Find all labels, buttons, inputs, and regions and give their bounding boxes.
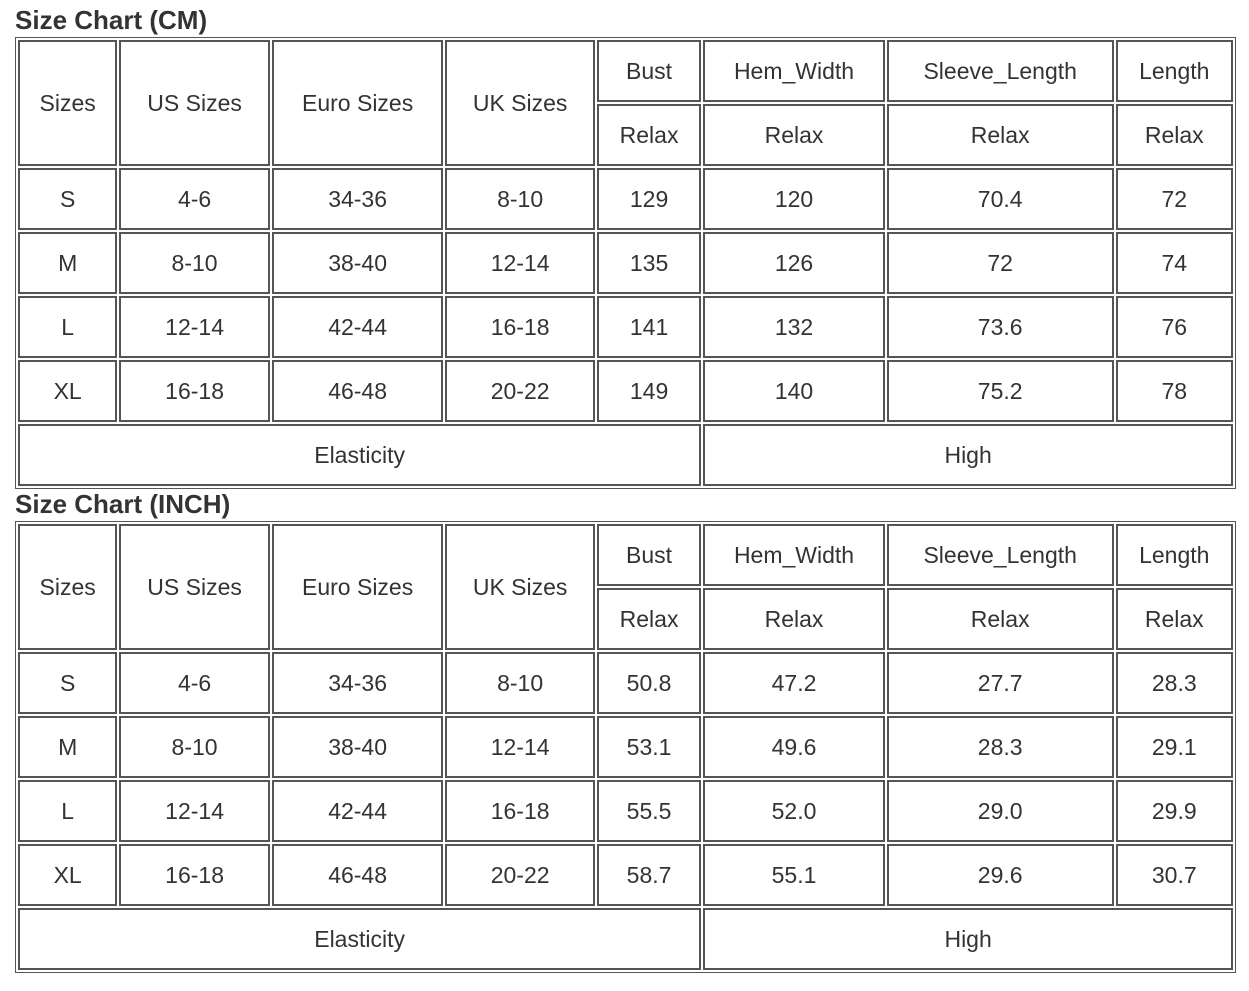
header-hem-width: Hem_Width xyxy=(703,524,885,586)
cell-size: L xyxy=(18,296,117,358)
table-footer-row xyxy=(18,424,1233,486)
cell-uk-size: 12-14 xyxy=(445,232,594,294)
cell-length: 76 xyxy=(1116,296,1233,358)
cell-euro-size: 34-36 xyxy=(272,168,444,230)
header-length: Length xyxy=(1116,524,1233,586)
chart-title: Size Chart (INCH) xyxy=(15,489,231,519)
cell-us-size: 16-18 xyxy=(119,844,270,906)
cell-length: 29.9 xyxy=(1116,780,1233,842)
cell-hem-width: 52.0 xyxy=(703,780,885,842)
cell-us-size: 4-6 xyxy=(119,652,270,714)
cell-hem-width: 132 xyxy=(703,296,885,358)
header-sleeve-length: Sleeve_Length xyxy=(887,40,1114,102)
header-bust: Bust xyxy=(597,40,701,102)
cell-uk-size: 20-22 xyxy=(445,844,594,906)
cell-hem-width: 47.2 xyxy=(703,652,885,714)
cell-hem-width: 55.1 xyxy=(703,844,885,906)
cell-euro-size: 46-48 xyxy=(272,844,444,906)
cell-size: M xyxy=(18,232,117,294)
cell-uk-size: 8-10 xyxy=(445,168,594,230)
size-chart-cm xyxy=(15,0,1236,489)
subheader-bust: Relax xyxy=(597,588,701,650)
cell-sleeve-length: 75.2 xyxy=(887,360,1114,422)
subheader-sleeve-length: Relax xyxy=(887,104,1114,166)
cell-length: 74 xyxy=(1116,232,1233,294)
cell-us-size: 8-10 xyxy=(119,232,270,294)
cell-bust: 135 xyxy=(597,232,701,294)
cell-us-size: 16-18 xyxy=(119,360,270,422)
cell-size: M xyxy=(18,716,117,778)
header-sizes: Sizes xyxy=(18,524,117,650)
cell-hem-width: 140 xyxy=(703,360,885,422)
header-sleeve-length: Sleeve_Length xyxy=(887,524,1114,586)
cell-length: 72 xyxy=(1116,168,1233,230)
table-row xyxy=(18,844,1233,906)
header-uk-sizes: UK Sizes xyxy=(445,524,594,650)
cell-size: XL xyxy=(18,844,117,906)
table-row xyxy=(18,232,1233,294)
cell-euro-size: 42-44 xyxy=(272,780,444,842)
cell-uk-size: 8-10 xyxy=(445,652,594,714)
table-header-row xyxy=(18,524,1233,586)
elasticity-value: High xyxy=(703,908,1233,970)
cell-size: L xyxy=(18,780,117,842)
subheader-sleeve-length: Relax xyxy=(887,588,1114,650)
cell-us-size: 4-6 xyxy=(119,168,270,230)
cell-euro-size: 46-48 xyxy=(272,360,444,422)
subheader-bust: Relax xyxy=(597,104,701,166)
cell-hem-width: 49.6 xyxy=(703,716,885,778)
cell-euro-size: 38-40 xyxy=(272,716,444,778)
subheader-length: Relax xyxy=(1116,588,1233,650)
cell-us-size: 12-14 xyxy=(119,780,270,842)
header-sizes: Sizes xyxy=(18,40,117,166)
header-euro-sizes: Euro Sizes xyxy=(272,524,444,650)
table-row xyxy=(18,716,1233,778)
elasticity-label: Elasticity xyxy=(18,424,701,486)
cell-bust: 129 xyxy=(597,168,701,230)
cell-sleeve-length: 28.3 xyxy=(887,716,1114,778)
cell-uk-size: 20-22 xyxy=(445,360,594,422)
cell-sleeve-length: 72 xyxy=(887,232,1114,294)
cell-bust: 55.5 xyxy=(597,780,701,842)
header-us-sizes: US Sizes xyxy=(119,524,270,650)
cell-sleeve-length: 70.4 xyxy=(887,168,1114,230)
table-row xyxy=(18,652,1233,714)
cell-bust: 149 xyxy=(597,360,701,422)
subheader-length: Relax xyxy=(1116,104,1233,166)
cell-size: S xyxy=(18,168,117,230)
cell-bust: 58.7 xyxy=(597,844,701,906)
cell-sleeve-length: 29.6 xyxy=(887,844,1114,906)
cell-sleeve-length: 73.6 xyxy=(887,296,1114,358)
table-row xyxy=(18,296,1233,358)
table-header-row xyxy=(18,40,1233,102)
cell-length: 29.1 xyxy=(1116,716,1233,778)
cell-bust: 50.8 xyxy=(597,652,701,714)
cell-hem-width: 120 xyxy=(703,168,885,230)
cell-sleeve-length: 29.0 xyxy=(887,780,1114,842)
table-row xyxy=(18,168,1233,230)
size-chart-inch xyxy=(15,484,1236,973)
cell-hem-width: 126 xyxy=(703,232,885,294)
size-table xyxy=(15,521,1236,973)
cell-euro-size: 42-44 xyxy=(272,296,444,358)
cell-bust: 141 xyxy=(597,296,701,358)
cell-us-size: 8-10 xyxy=(119,716,270,778)
cell-euro-size: 38-40 xyxy=(272,232,444,294)
elasticity-label: Elasticity xyxy=(18,908,701,970)
header-bust: Bust xyxy=(597,524,701,586)
table-row xyxy=(18,780,1233,842)
cell-uk-size: 16-18 xyxy=(445,296,594,358)
subheader-hem-width: Relax xyxy=(703,588,885,650)
cell-length: 28.3 xyxy=(1116,652,1233,714)
subheader-hem-width: Relax xyxy=(703,104,885,166)
cell-us-size: 12-14 xyxy=(119,296,270,358)
size-table xyxy=(15,37,1236,489)
cell-length: 78 xyxy=(1116,360,1233,422)
cell-size: XL xyxy=(18,360,117,422)
header-uk-sizes: UK Sizes xyxy=(445,40,594,166)
header-euro-sizes: Euro Sizes xyxy=(272,40,444,166)
cell-uk-size: 12-14 xyxy=(445,716,594,778)
cell-bust: 53.1 xyxy=(597,716,701,778)
table-row xyxy=(18,360,1233,422)
cell-sleeve-length: 27.7 xyxy=(887,652,1114,714)
header-hem-width: Hem_Width xyxy=(703,40,885,102)
table-footer-row xyxy=(18,908,1233,970)
chart-title: Size Chart (CM) xyxy=(15,5,208,35)
header-length: Length xyxy=(1116,40,1233,102)
cell-size: S xyxy=(18,652,117,714)
cell-uk-size: 16-18 xyxy=(445,780,594,842)
elasticity-value: High xyxy=(703,424,1233,486)
cell-length: 30.7 xyxy=(1116,844,1233,906)
cell-euro-size: 34-36 xyxy=(272,652,444,714)
header-us-sizes: US Sizes xyxy=(119,40,270,166)
